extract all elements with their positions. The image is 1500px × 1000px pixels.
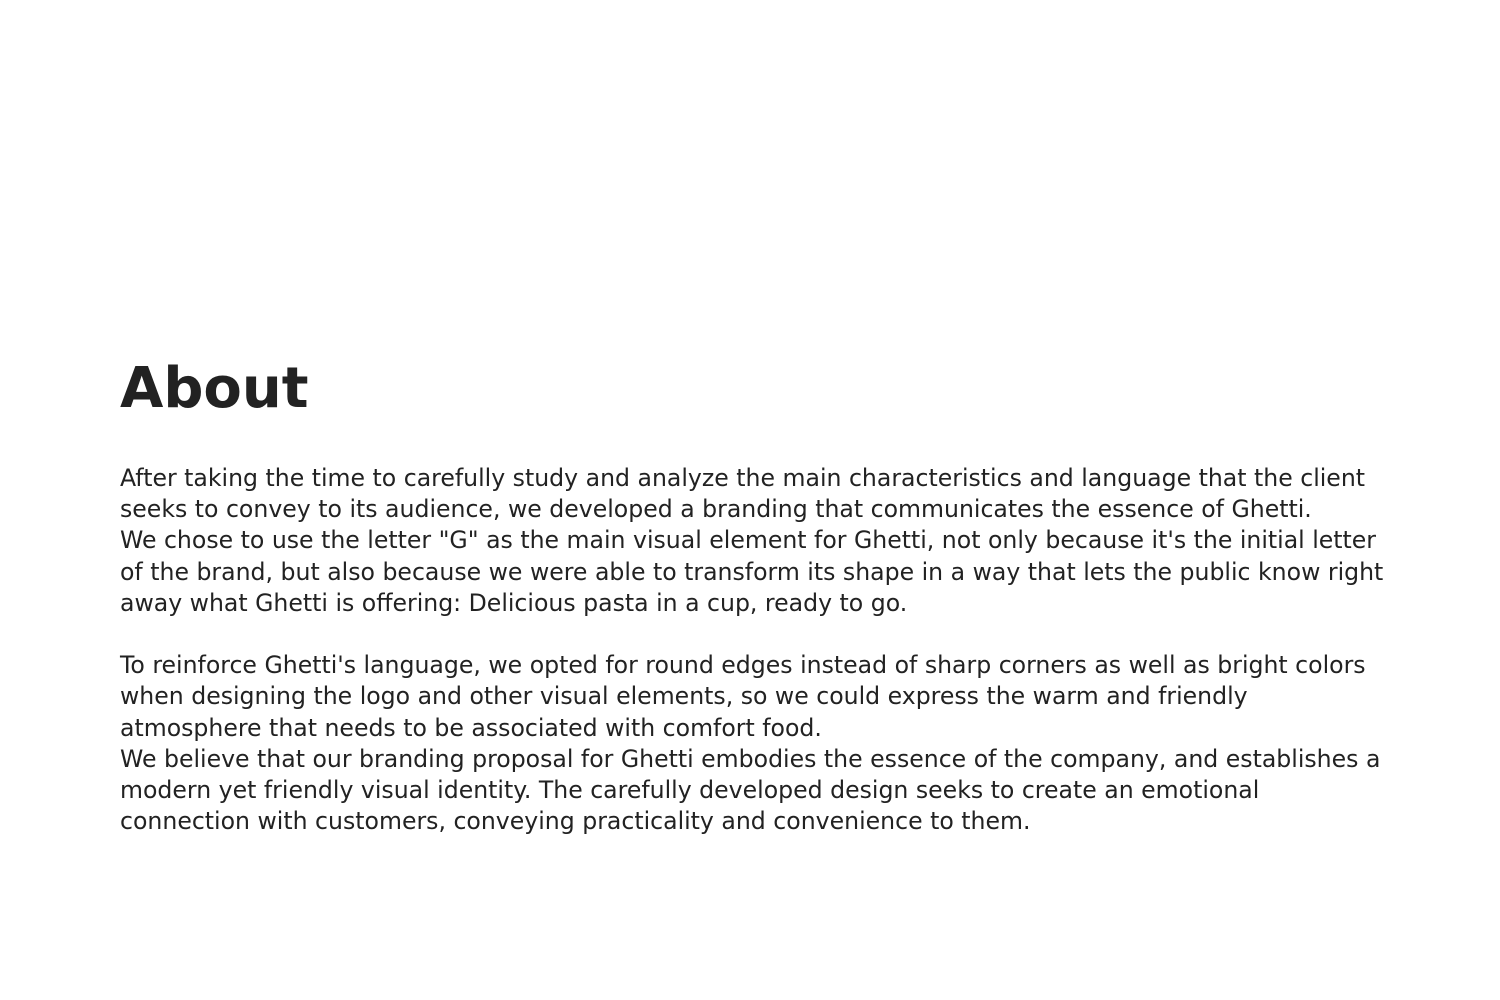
body-text [120, 463, 1390, 837]
paragraph-conclusion: We believe that our branding proposal for Ghetti embodies the essence of the company, and establishes a modern yet friendly visual identity. The carefully developed design seeks to create an emotional connection with customers, conveying practicality and convenience to them. [120, 744, 1381, 836]
page-title: About [120, 356, 309, 421]
paragraph-letter-g: We chose to use the letter "G" as the main visual element for Ghetti, not only because it's the initial letter of the brand, but also because we were able to transform its shape in a way that lets the public know right away what Ghetti is offering: Delicious pasta in a cup, ready to go. [120, 526, 1384, 617]
paragraph-intro: After taking the time to carefully study and analyze the main characteristics and language that the client seeks to convey to its audience, we developed a branding that communicates the essence of Ghetti. [120, 464, 1366, 524]
paragraph-language: To reinforce Ghetti's language, we opted for round edges instead of sharp corners as well as bright colors when designing the logo and other visual elements, so we could express the warm and friendly atmosphere that needs to be associated with comfort food. [120, 651, 1366, 742]
about-section [120, 355, 1390, 837]
paragraph-spacer [120, 619, 1390, 650]
